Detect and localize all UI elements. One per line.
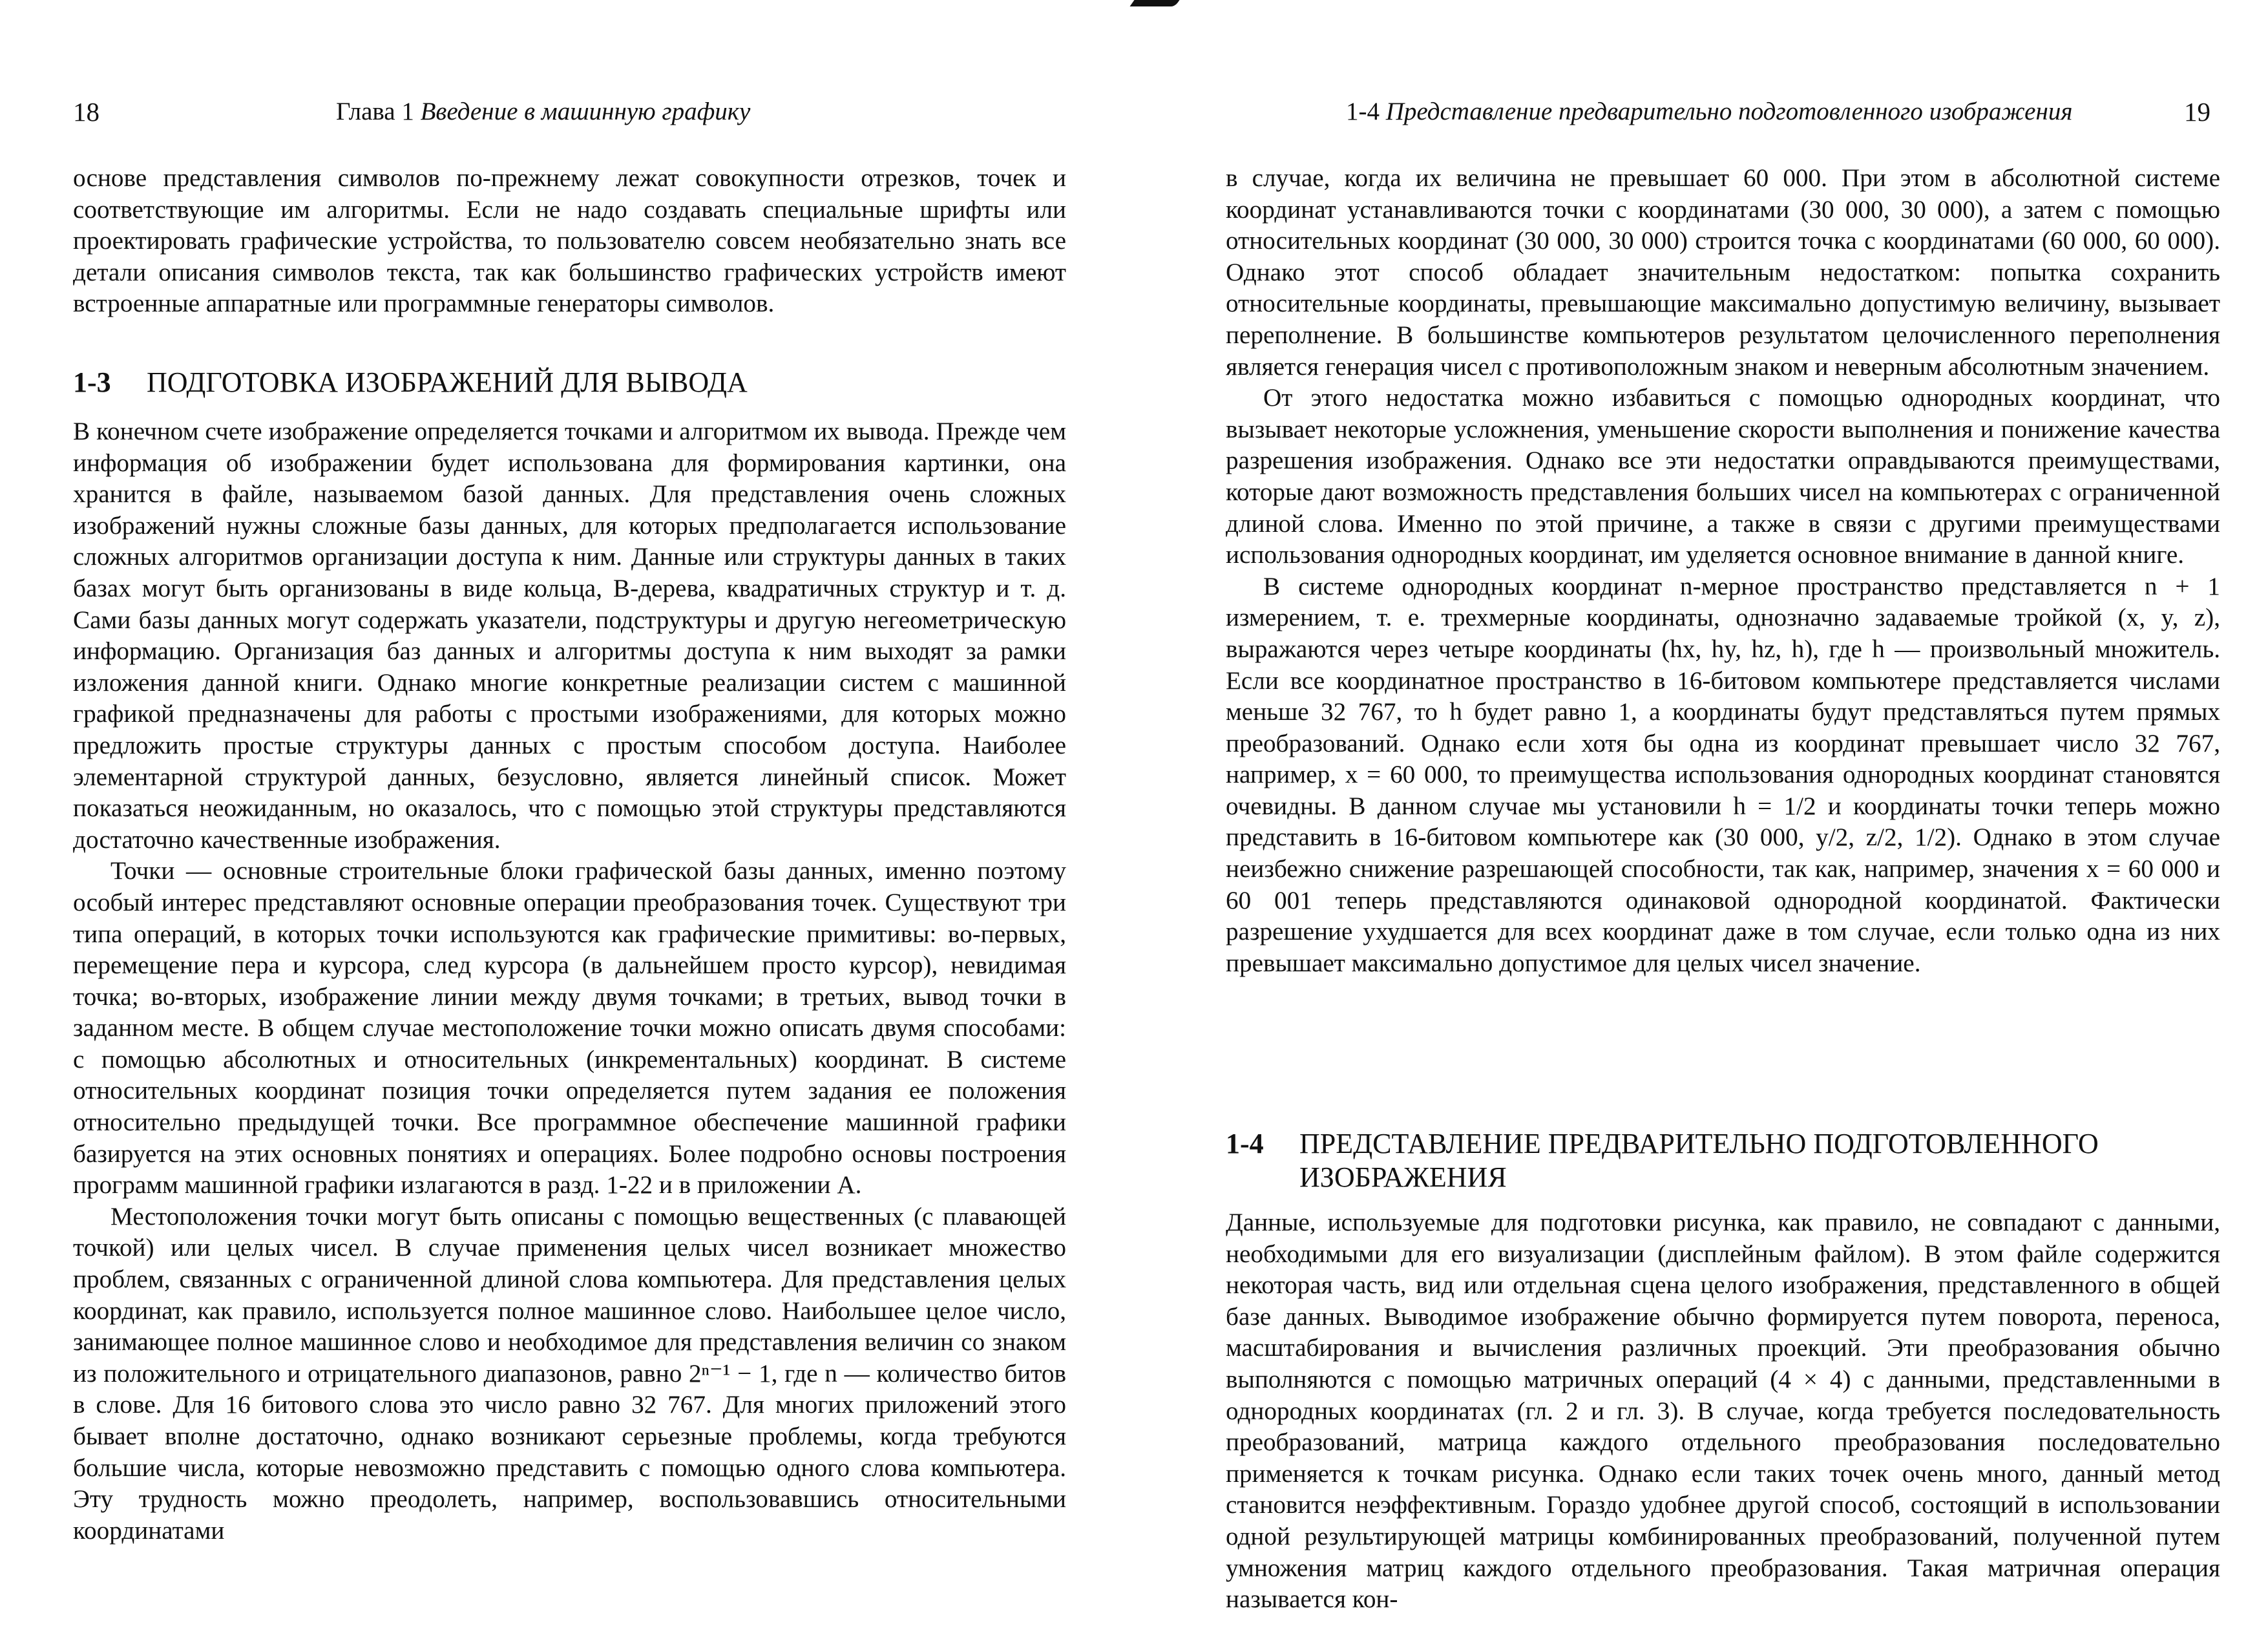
running-head-chapter: Глава 1 xyxy=(336,98,414,125)
paragraph: В конечном счете изображение определяется точками и алгоритмом их вывода. Прежде чем информация об изображении будет использована для формирования картинки, она хранится в файле, называемом базой данных. Для представления очень сложных изображений нужны сложные базы данных, для которых предполагается использование сложных алгоритмов организации доступа к ним. Данные или структуры данных в таких базах могут быть организованы в виде кольца, B-дерева, квадратичных структур и т. д. Сами базы данных могут содержать указатели, подструктуры и другую негеометрическую информацию. Организация баз данных и алгоритмы доступа к ним выходят за рамки изложения данной книги. Однако многие конкретные реализации систем с машинной графикой предназначены для работы с простыми изображениями, для которых можно предложить простые структуры данных с простым способом доступа. Наиболее элементарной структурой данных, безусловно, является линейный список. Может показаться неожиданным, но оказалось, что с помощью этой структуры представляются достаточно качественные изображения. xyxy=(73,417,1066,854)
running-head-title: Введение в машинную графику xyxy=(420,98,751,125)
section-title xyxy=(1299,1127,2099,1194)
section-number: 1-3 xyxy=(73,366,111,398)
page-number: 18 xyxy=(73,97,100,127)
body-column-main xyxy=(73,416,1066,1547)
paragraph: Данные, используемые для подготовки рисунка, как правило, не совпадают с данными, необходимыми для его визуализации (дисплейным файлом). В этом файле содержится некоторая часть, вид или отдельная сцена целого изображения, представленного в общей базе данных. Выводимое изображение обычно формируется путем поворота, переноса, масштабирования и вычисления различных проекций. Эти преобразования обычно выполняются с помощью матричных операций (4 × 4) с данными, представленными в однородных координатах (гл. 2 и гл. 3). В случае, когда требуется последовательность преобразований, матрица каждого отдельного преобразования последовательно применяется к точкам рисунка. Однако если таких точек очень много, данный метод становится неэффективным. Гораздо удобнее другой способ, состоящий в использовании одной результирующей матрицы комбинированных преобразований, полученной путем умножения матриц каждого отдельного преобразования. Такая матричная операция называется кон- xyxy=(1226,1209,2220,1614)
section-1-4 xyxy=(1226,1127,2220,1194)
section-heading xyxy=(73,366,1066,399)
section-number: 1-4 xyxy=(1226,1128,1264,1159)
section-1-3 xyxy=(73,366,1066,399)
section-title-line-1: ПРЕДСТАВЛЕНИЕ ПРЕДВАРИТЕЛЬНО ПОДГОТОВЛЕННОГО xyxy=(1299,1128,2099,1159)
paragraph: основе представления символов по-прежнему лежат совокупности отрезков, точек и соответствующие им алгоритмы. Если не надо создавать специальные шрифты или проектировать графические устройства, то пользователю совсем необязательно знать все детали описания символов текста, так как большинство графических устройств имеют встроенные аппаратные или программные генераторы символов. xyxy=(73,164,1066,318)
right-page xyxy=(1134,0,2268,1648)
paragraph: в случае, когда их величина не превышает 60 000. При этом в абсолютной системе координат устанавливаются точки с координатами (30 000, 30 000), а затем с помощью относительных координат (30 000, 30 000) строится точка с координатами (60 000, 60 000). Однако этот способ обладает значительным недостатком: попытка сохранить относительные координаты, превышающие максимально допустимую величину, вызывает переполнение. В большинстве компьютеров результатом целочисленного переполнения является генерация чисел с противоположным знаком и неверным абсолютным значением. xyxy=(1226,164,2220,381)
section-title: ПОДГОТОВКА ИЗОБРАЖЕНИЙ ДЛЯ ВЫВОДА xyxy=(147,366,748,398)
running-head-title: Представление предварительно подготовленного изображения xyxy=(1385,98,2073,125)
section-title-line-2: ИЗОБРАЖЕНИЯ xyxy=(1299,1161,1507,1193)
paragraph: От этого недостатка можно избавиться с помощью однородных координат, что вызывает некоторые усложнения, уменьшение скорости выполнения и понижение качества разрешения изображения. Однако все эти недостатки оправдываются преимуществами, которые дают возможность представления больших чисел на компьютерах с ограниченной длиной слова. Именно по этой причине, а также в связи с другими преимуществами использования однородных координат, им уделяется основное внимание в данной книге. xyxy=(1226,384,2220,569)
body-column-top xyxy=(73,163,1066,320)
running-head xyxy=(1346,96,2072,128)
running-head-section: 1-4 xyxy=(1346,98,1380,125)
paragraph: Местоположения точки могут быть описаны с помощью вещественных (с плавающей точкой) или целых чисел. В случае применения целых чисел возникает множество проблем, связанных с ограниченной длиной слова компьютера. Для представления целых координат, как правило, используется полное машинное слово. Наибольшее целое число, занимающее полное машинное слово и необходимое для представления величин со знаком из положительного и отрицательного диапазонов, равно 2ⁿ⁻¹ − 1, где n — количество битов в слове. Для 16 битового слова это число равно 32 767. Для многих приложений этого бывает вполне достаточно, однако возникают серьезные проблемы, когда требуются большие числа, которые невозможно представить с помощью одного слова компьютера. Эту трудность можно преодолеть, например, воспользовавшись относительными координатами xyxy=(73,1202,1066,1545)
section-heading xyxy=(1226,1127,2220,1194)
running-head xyxy=(336,96,750,128)
page-number: 19 xyxy=(2184,97,2210,127)
body-column-bottom xyxy=(1226,1207,2220,1616)
body-column-top xyxy=(1226,163,2220,979)
paragraph: В системе однородных координат n-мерное пространство представляется n + 1 измерением, т. е. трехмерные координаты, однозначно задаваемые тройкой (x, y, z), выражаются через четыре координаты (hx, hy, hz, h), где h — произвольный множитель. Если все координатное пространство в 16-битовом компьютере представляется числами меньше 32 767, то h будет равно 1, а координаты будут представляться путем прямых преобразований. Однако если хотя бы одна из координат превышает число 32 767, например, x = 60 000, то преимущества использования однородных координат становятся очевидны. В данном случае мы установили h = 1/2 и координаты точки теперь можно представить в 16-битовом компьютере как (30 000, y/2, z/2, 1/2). Однако в этом случае неизбежно снижение разрешающей способности, так как, например, значения x = 60 000 и 60 001 теперь представляются одинаковой однородной координатой. Фактически разрешение ухудшается для всех координат даже в том случае, если только одна из них превышает максимально допустимое для целых чисел значение. xyxy=(1226,572,2220,977)
paragraph: Точки — основные строительные блоки графической базы данных, именно поэтому особый интерес представляют основные операции преобразования точек. Существуют три типа операций, в которых точки используются как графические примитивы: во-первых, перемещение пера и курсора, след курсора (в дальнейшем просто курсор), невидимая точка; во-вторых, изображение линии между двумя точками; в третьих, вывод точки в заданном месте. В общем случае местоположение точки можно описать двумя способами: с помощью абсолютных и относительных (инкрементальных) координат. В системе относительных координат позиция точки определяется путем задания ее положения относительно предыдущей точки. Все программное обеспечение машинной графики базируется на этих основных понятиях и операциях. Более подробно основы построения программ машинной графики излагаются в разд. 1-22 и в приложении А. xyxy=(73,857,1066,1199)
